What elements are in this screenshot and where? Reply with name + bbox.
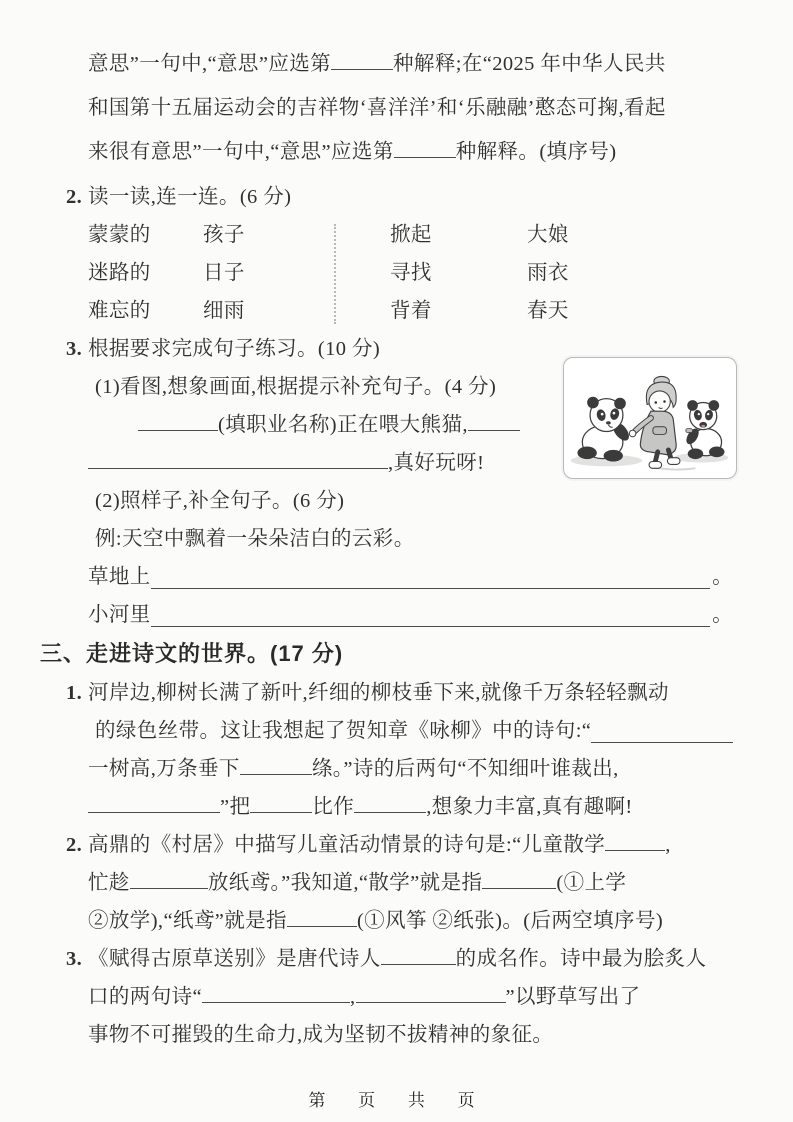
pandas-illustration-svg	[565, 359, 735, 477]
question3-sub2-example	[95, 520, 733, 558]
answer-blank	[250, 810, 312, 813]
sub1-title-text: (1)看图,想象画面,根据提示补充句子。(4 分)	[95, 376, 497, 398]
match-cell: 春天	[527, 300, 569, 322]
sec3-q1-number: 1.	[66, 682, 83, 704]
sec3-q2-line1	[66, 826, 733, 864]
match-cell: 细雨	[203, 300, 245, 322]
sec3-q3-line3	[88, 1016, 733, 1054]
sec3-q3-text3: 事物不可摧毁的生命力,成为坚韧不拔精神的象征。	[88, 1024, 554, 1046]
match-cell: 难忘的	[88, 300, 151, 322]
intro-line-3	[88, 130, 733, 174]
answer-blank	[591, 740, 733, 743]
match-cell: 寻找	[390, 262, 432, 284]
sec3-q2-text2c: (①上学	[556, 872, 627, 894]
sec3-q1-text3a: 一树高,万条垂下	[88, 758, 240, 780]
intro-text-3a: 来很有意思”一句中,“意思”应选第	[88, 141, 394, 163]
page-footer	[0, 1086, 793, 1111]
sec3-q1-text1: 河岸边,柳树长满了新叶,纤细的柳枝垂下来,就像千万条轻轻飘动	[88, 682, 669, 704]
blank2-prefix: 小河里	[88, 604, 151, 626]
sec3-q3-line2	[88, 978, 733, 1016]
match-cell: 孩子	[203, 224, 245, 246]
sec3-q1-text2: 的绿色丝带。这让我想起了贺知章《咏柳》中的诗句:“	[95, 720, 592, 742]
match-cell: 背着	[390, 300, 432, 322]
page-footer-text: 第 页 共 页	[308, 1091, 485, 1110]
sec3-q2-text2a: 忙趁	[88, 872, 130, 894]
answer-blank	[468, 428, 520, 431]
sec3-q2-text3b: (①风筝 ②纸张)。(后两空填序号)	[356, 910, 664, 932]
sec3-q1-line2	[95, 712, 733, 750]
sec3-q1-line3	[88, 750, 733, 788]
question3-sub2-title	[95, 482, 733, 520]
sec3-q2-line3	[88, 902, 733, 940]
answer-blank	[130, 886, 208, 889]
matching-divider	[334, 224, 336, 324]
sec3-q3-number: 3.	[66, 948, 83, 970]
sec3-q2-text3a: ②放学),“纸鸢”就是指	[88, 910, 287, 932]
fill1-text: (填职业名称)正在喂大熊猫,	[218, 414, 468, 436]
matching-row	[88, 254, 733, 292]
example-text: 例:天空中飘着一朵朵洁白的云彩。	[95, 528, 415, 550]
sec3-q3-text2b: ,	[350, 986, 356, 1008]
intro-line-1	[88, 42, 733, 86]
sec3-q2-text1a: 高鼎的《村居》中描写儿童活动情景的诗句是:“儿童散学	[88, 834, 606, 856]
question3-sub2-blank2	[88, 596, 733, 634]
sec3-q1-text3b: 绦。”诗的后两句“不知细叶谁裁出,	[311, 758, 619, 780]
blank1-period: 。	[712, 566, 733, 588]
answer-blank	[88, 810, 220, 813]
sec3-q2-text1b: ,	[665, 834, 671, 856]
intro-text-1a: 意思”一句中,“意思”应选第	[88, 53, 332, 75]
question3-title-text: 根据要求完成句子练习。(10 分)	[88, 338, 381, 360]
exam-content	[40, 42, 733, 1054]
question3-sub2-blank1	[88, 558, 733, 596]
answer-blank	[394, 155, 456, 158]
sec3-q1-line1	[66, 674, 733, 712]
sec3-q3-text1b: 的成名作。诗中最为脍炙人	[455, 948, 707, 970]
answer-blank	[240, 772, 312, 775]
match-cell: 雨衣	[527, 262, 569, 284]
section3-header-text: 三、走进诗文的世界。(17 分)	[40, 641, 344, 666]
answer-blank	[287, 924, 357, 927]
question1-continuation	[88, 42, 733, 174]
answer-blank	[381, 962, 456, 965]
sec3-q2-line2	[88, 864, 733, 902]
blank2-period: 。	[712, 604, 733, 626]
question2-title	[66, 178, 733, 216]
match-cell: 迷路的	[88, 262, 151, 284]
sec3-q2-number: 2.	[66, 834, 83, 856]
blank1-prefix: 草地上	[88, 566, 151, 588]
match-cell: 蒙蒙的	[88, 224, 151, 246]
answer-blank	[151, 586, 710, 589]
answer-blank	[138, 428, 218, 431]
intro-text-1b: 种解释;在“2025 年中华人民共	[393, 53, 666, 75]
intro-line-2	[88, 86, 733, 130]
match-cell: 大娘	[527, 224, 569, 246]
sec3-q1-text4a: ”把	[220, 796, 251, 818]
answer-blank	[202, 1000, 350, 1003]
sec3-q3-text2a: 口的两句诗“	[88, 986, 202, 1008]
answer-blank	[331, 67, 393, 70]
matching-row	[88, 292, 733, 330]
sec3-q3-text1a: 《赋得古原草送别》是唐代诗人	[88, 948, 381, 970]
intro-text-3b: 种解释。(填序号)	[455, 141, 617, 163]
question3-number: 3.	[66, 338, 83, 360]
sub2-title-text: (2)照样子,补全句子。(6 分)	[95, 490, 345, 512]
intro-text-2: 和国第十五届运动会的吉祥物‘喜洋洋’和‘乐融融’憨态可掬,看起	[88, 97, 666, 119]
sec3-q2-text2b: 放纸鸢。”我知道,“散学”就是指	[207, 872, 483, 894]
match-cell: 日子	[203, 262, 245, 284]
question2-title-text: 读一读,连一连。(6 分)	[88, 186, 292, 208]
sec3-q1-text4c: ,想象力丰富,真有趣啊!	[426, 796, 633, 818]
sec3-q1-text4b: 比作	[312, 796, 355, 818]
answer-blank	[354, 810, 426, 813]
sec3-q3-text2c: ”以野草写出了	[505, 986, 641, 1008]
fill2-text: ,真好玩呀!	[388, 452, 485, 474]
sec3-q3-line1	[66, 940, 733, 978]
matching-exercise	[88, 216, 733, 330]
pandas-illustration	[563, 357, 737, 479]
sec3-q1-line4	[88, 788, 733, 826]
answer-blank	[88, 466, 388, 469]
answer-blank	[356, 1000, 506, 1003]
matching-row	[88, 216, 733, 254]
question2-number: 2.	[66, 186, 83, 208]
section3-header	[40, 634, 733, 674]
answer-blank	[482, 886, 556, 889]
match-cell: 掀起	[390, 224, 432, 246]
answer-blank	[151, 624, 710, 627]
answer-blank	[605, 848, 665, 851]
